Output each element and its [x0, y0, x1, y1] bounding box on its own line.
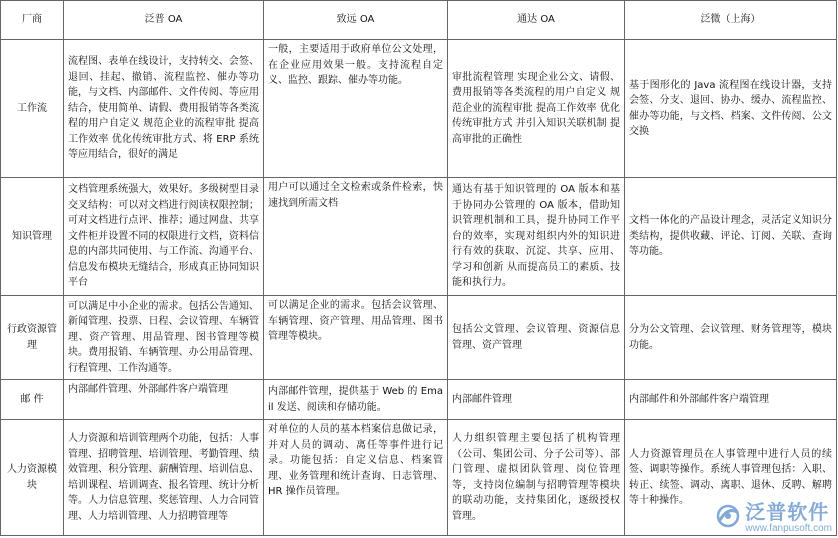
row-label-hr: 人力资源模块 [1, 420, 64, 536]
table-cell: 可以满足中小企业的需求。包括公告通知、新闻管理、投票、日程、会议管理、车辆管理、资产管理、用品管理、图书管理等模块。费用报销、车辆管理、办公用品管理、行程管理、工作沟通等。 [64, 296, 264, 380]
table-row [1, 178, 837, 296]
table-cell: 通达有基于知识管理的 OA 版本和基于协同办公管理的 OA 版本，借助知识管理机制和工具，提升协同工作平台的效率，实现对组织内外的知识进行有效的获取、沉淀、共享、应用、学习和创新 从而提高员工的素质、技能和执行力。 [448, 178, 625, 296]
row-label-admin-resources: 行政资源管理 [1, 296, 64, 380]
table-cell: 包括公文管理、会议管理、资源信息管理、资产管理 [448, 296, 625, 380]
table-row [1, 296, 837, 380]
table-row [1, 380, 837, 420]
table-cell: 人力资源管理员在人事管理中进行人员的续签、调职等操作。系统人事管理包括：入职、转正、续签、调动、离职、退休、反聘、解聘等十种操作。 [625, 420, 837, 536]
table-cell: 内部邮件和外部邮件客户端管理 [625, 380, 837, 420]
table-row [1, 40, 837, 178]
row-label-mail: 邮 件 [1, 380, 64, 420]
table-cell: 对单位的人员的基本档案信息做记录，并对人员的调动、离任等事件进行记录。功能包括：自定义信息、档案管理、业务管理和统计查询、日志管理、HR 操作员管理。 [264, 420, 448, 536]
table-cell: 文档管理系统强大，效果好。多级树型目录交叉结构：可以对文档进行阅读权限控制；可对文档进行点评、推荐；通过网盘、共享文件柜并设置不同的权限进行文档，资料信息的内部共同使用、与工作流、沟通平台、信息发布模块无缝结合，形成真正协同知识平台 [64, 178, 264, 296]
table-cell: 一般，主要适用于政府单位公文处理，在企业应用效果一般。支持流程自定义、监控、跟踪、催办等功能。 [264, 40, 448, 178]
table-cell: 内部邮件管理 [448, 380, 625, 420]
table-row [1, 420, 837, 536]
fanpu-logo-icon [715, 503, 741, 533]
table-cell: 用户可以通过全文检索或条件检索，快速找到所需文档 [264, 178, 448, 296]
header-row [1, 1, 837, 40]
table-cell: 审批流程管理 实现企业公文、请假、费用报销等各类流程的用户自定义 规范企业的流程审批 提高工作效率 优化传统审批方式 并引入知识关联机制 提高审批的正确性 [448, 40, 625, 178]
table-cell: 文档一体化的产品设计理念，灵活定义知识分类结构，提供收藏、评论、订阅、关联、查询等功能。 [625, 178, 837, 296]
table-cell: 内部邮件管理、外部邮件客户端管理 [64, 380, 264, 420]
watermark-url-text: www.fanpusoft.com [745, 523, 832, 534]
row-label-knowledge: 知识管理 [1, 178, 64, 296]
header-fanpu-oa: 泛普 OA [64, 1, 264, 40]
row-label-workflow: 工作流 [1, 40, 64, 178]
table-cell: 流程图、表单在线设计，支持转交、会签、退回、挂起、撤销、流程监控、催办等功能，与文档、内部邮件、文件传阅、等应用结合，使用简单、请假、费用报销等各类流程的用户自定义 规范企业的流程审批 提高工作效率 优化传统审批方式、将 ERP 系统等应用结合，很好的满足 [64, 40, 264, 178]
table-cell: 人力资源和培训管理两个功能，包括：人事管理、招聘管理、培训管理、考勤管理、绩效管理、积分管理、薪酬管理、培训信息、培训课程、培训调查、报名管理、统计分析等。人力信息管理、奖惩管理、人力合同管理、人力培训管理、人力招聘管理等 [64, 420, 264, 536]
header-seeyon-oa: 致远 OA [264, 1, 448, 40]
table-cell: 可以满足企业的需求。包括会议管理、 车辆管理、资产管理、用品管理、图书管理等模块。 [264, 296, 448, 380]
table-cell: 人力组织管理主要包括了机构管理（公司、集团公司、分子公司等）、部门管理、虚拟团队管理、岗位管理等，支持岗位编制与招聘管理等模块的联动功能，支持集团化，逐级授权管理。 [448, 420, 625, 536]
table-cell: 内部邮件管理，提供基于 Web 的 Email 发送、阅读和存储功能。 [264, 380, 448, 420]
header-vendor: 厂商 [1, 1, 64, 40]
header-tongda-oa: 通达 OA [448, 1, 625, 40]
brand-watermark [715, 501, 832, 534]
watermark-brand-text: 泛普软件 [745, 500, 830, 524]
table-cell: 基于图形化的 Java 流程图在线设计器，支持会签、分支、退回、协办、缓办、流程监控、催办等功能，与文档、档案、文件传阅、公文交换 [625, 40, 837, 178]
table-cell: 分为公文管理、会议管理、财务管理等，模块功能。 [625, 296, 837, 380]
header-weaver-shanghai: 泛微（上海） [625, 1, 837, 40]
